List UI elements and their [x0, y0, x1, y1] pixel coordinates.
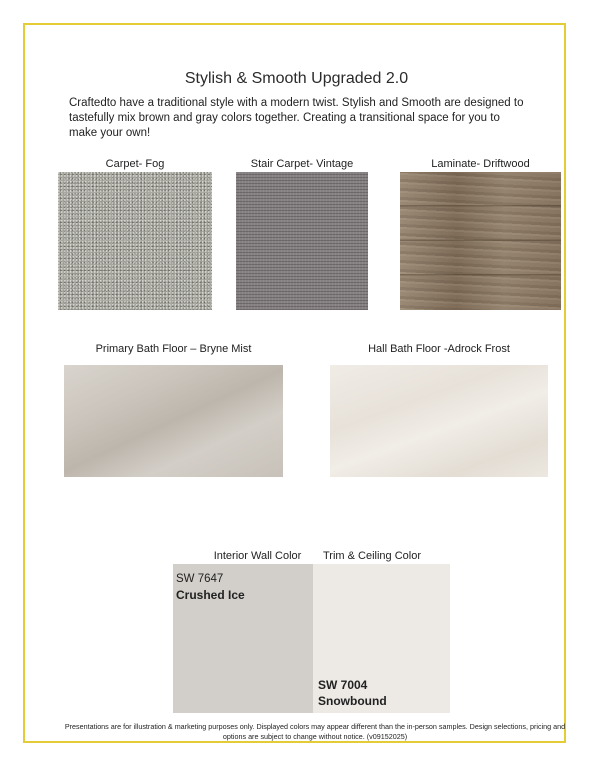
- hall-bath-label: Hall Bath Floor -Adrock Frost: [368, 343, 510, 355]
- stair-carpet-swatch: [236, 172, 368, 310]
- stair-carpet-label: Stair Carpet- Vintage: [250, 158, 354, 170]
- primary-bath-label: Primary Bath Floor – Bryne Mist: [95, 343, 252, 355]
- primary-bath-swatch: [64, 365, 283, 477]
- page-title: Stylish & Smooth Upgraded 2.0: [184, 70, 409, 87]
- crushed-ice-name: Crushed Ice: [176, 588, 245, 602]
- laminate-swatch: [400, 172, 561, 310]
- laminate-label: Laminate- Driftwood: [431, 158, 530, 170]
- crushed-ice-code: SW 7647: [176, 573, 224, 585]
- snowbound-name: Snowbound: [318, 694, 387, 708]
- hall-bath-swatch: [330, 365, 548, 477]
- carpet-fog-swatch: [58, 172, 212, 310]
- snowbound-code: SW 7004: [318, 678, 368, 692]
- interior-wall-label: Interior Wall Color: [213, 550, 302, 562]
- carpet-fog-label: Carpet- Fog: [105, 158, 165, 170]
- disclaimer-footer: Presentations are for illustration & marketing purposes only. Displayed colors may appear different than the in-person samples. Design selections, pricing and options are subject to change without notice. (v09152025): [64, 722, 566, 741]
- trim-ceiling-label: Trim & Ceiling Color: [322, 550, 421, 562]
- intro-paragraph: Craftedto have a traditional style with a modern twist. Stylish and Smooth are designed to tastefully mix brown and gray colors together. Creating a transitional space for you to make your own!: [69, 97, 524, 139]
